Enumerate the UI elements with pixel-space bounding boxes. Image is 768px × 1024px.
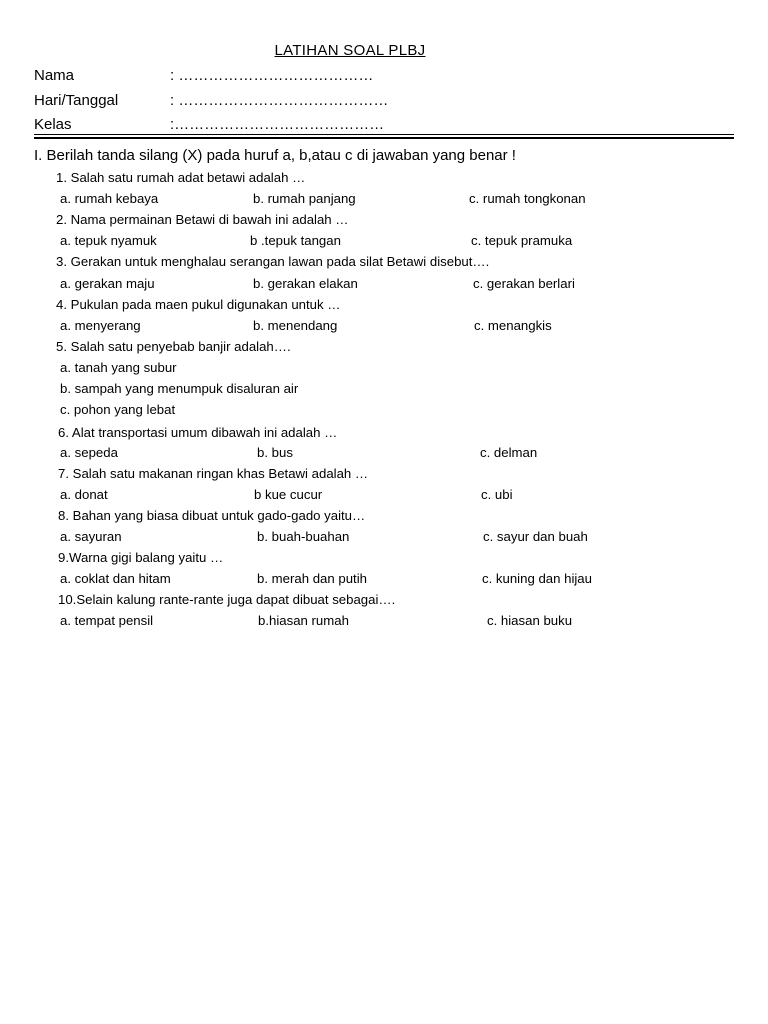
question-9: 9.Warna gigi balang yaitu … bbox=[58, 550, 224, 565]
option-10a: a. tempat pensil bbox=[60, 613, 154, 628]
instruction-text: I. Berilah tanda silang (X) pada huruf a, b,atau c di jawaban yang benar ! bbox=[34, 147, 516, 164]
option-2c: c. tepuk pramuka bbox=[471, 233, 573, 248]
option-9a: a. coklat dan hitam bbox=[60, 571, 171, 586]
option-3a: a. gerakan maju bbox=[60, 276, 155, 291]
option-6c: c. delman bbox=[480, 445, 538, 460]
option-4c: c. menangkis bbox=[474, 318, 552, 333]
question-8: 8. Bahan yang biasa dibuat untuk gado-gado yaitu… bbox=[58, 508, 366, 523]
option-6b: b. bus bbox=[257, 445, 293, 460]
question-4: 4. Pukulan pada maen pukul digunakan untuk … bbox=[56, 297, 341, 312]
option-7c: c. ubi bbox=[481, 487, 513, 502]
option-4a: a. menyerang bbox=[60, 318, 141, 333]
option-9c: c. kuning dan hijau bbox=[482, 571, 592, 586]
question-2: 2. Nama permainan Betawi di bawah ini adalah … bbox=[56, 212, 349, 227]
option-8b: b. buah-buahan bbox=[257, 529, 350, 544]
question-1: 1. Salah satu rumah adat betawi adalah … bbox=[56, 170, 306, 185]
field-label-hari-tanggal: Hari/Tanggal bbox=[34, 92, 119, 109]
option-10b: b.hiasan rumah bbox=[258, 613, 349, 628]
field-value-hari-tanggal: : …………………………………… bbox=[170, 92, 389, 109]
option-6a: a. sepeda bbox=[60, 445, 118, 460]
question-6: 6. Alat transportasi umum dibawah ini adalah … bbox=[58, 425, 338, 440]
option-8c: c. sayur dan buah bbox=[483, 529, 588, 544]
field-label-nama: Nama bbox=[34, 67, 75, 84]
field-label-kelas: Kelas bbox=[34, 116, 72, 133]
option-8a: a. sayuran bbox=[60, 529, 122, 544]
option-7a: a. donat bbox=[60, 487, 108, 502]
question-7: 7. Salah satu makanan ringan khas Betawi adalah … bbox=[58, 466, 369, 481]
page-title: LATIHAN SOAL PLBJ bbox=[274, 42, 426, 59]
header-divider-thick bbox=[34, 137, 734, 139]
option-1b: b. rumah panjang bbox=[253, 191, 356, 206]
option-3c: c. gerakan berlari bbox=[473, 276, 575, 291]
option-5a: a. tanah yang subur bbox=[60, 360, 177, 375]
option-2b: b .tepuk tangan bbox=[250, 233, 341, 248]
option-5c: c. pohon yang lebat bbox=[60, 402, 176, 417]
option-1c: c. rumah tongkonan bbox=[469, 191, 586, 206]
option-9b: b. merah dan putih bbox=[257, 571, 367, 586]
option-10c: c. hiasan buku bbox=[487, 613, 573, 628]
option-4b: b. menendang bbox=[253, 318, 338, 333]
option-3b: b. gerakan elakan bbox=[253, 276, 358, 291]
field-value-kelas: :…………………………………… bbox=[170, 116, 385, 133]
header-divider-thin bbox=[34, 134, 734, 135]
question-5: 5. Salah satu penyebab banjir adalah…. bbox=[56, 339, 291, 354]
question-3: 3. Gerakan untuk menghalau serangan lawan pada silat Betawi disebut…. bbox=[56, 254, 490, 269]
option-5b: b. sampah yang menumpuk disaluran air bbox=[60, 381, 299, 396]
question-10: 10.Selain kalung rante-rante juga dapat dibuat sebagai…. bbox=[58, 592, 396, 607]
field-value-nama: : ………………………………… bbox=[170, 67, 374, 84]
option-7b: b kue cucur bbox=[254, 487, 323, 502]
option-1a: a. rumah kebaya bbox=[60, 191, 159, 206]
option-2a: a. tepuk nyamuk bbox=[60, 233, 157, 248]
